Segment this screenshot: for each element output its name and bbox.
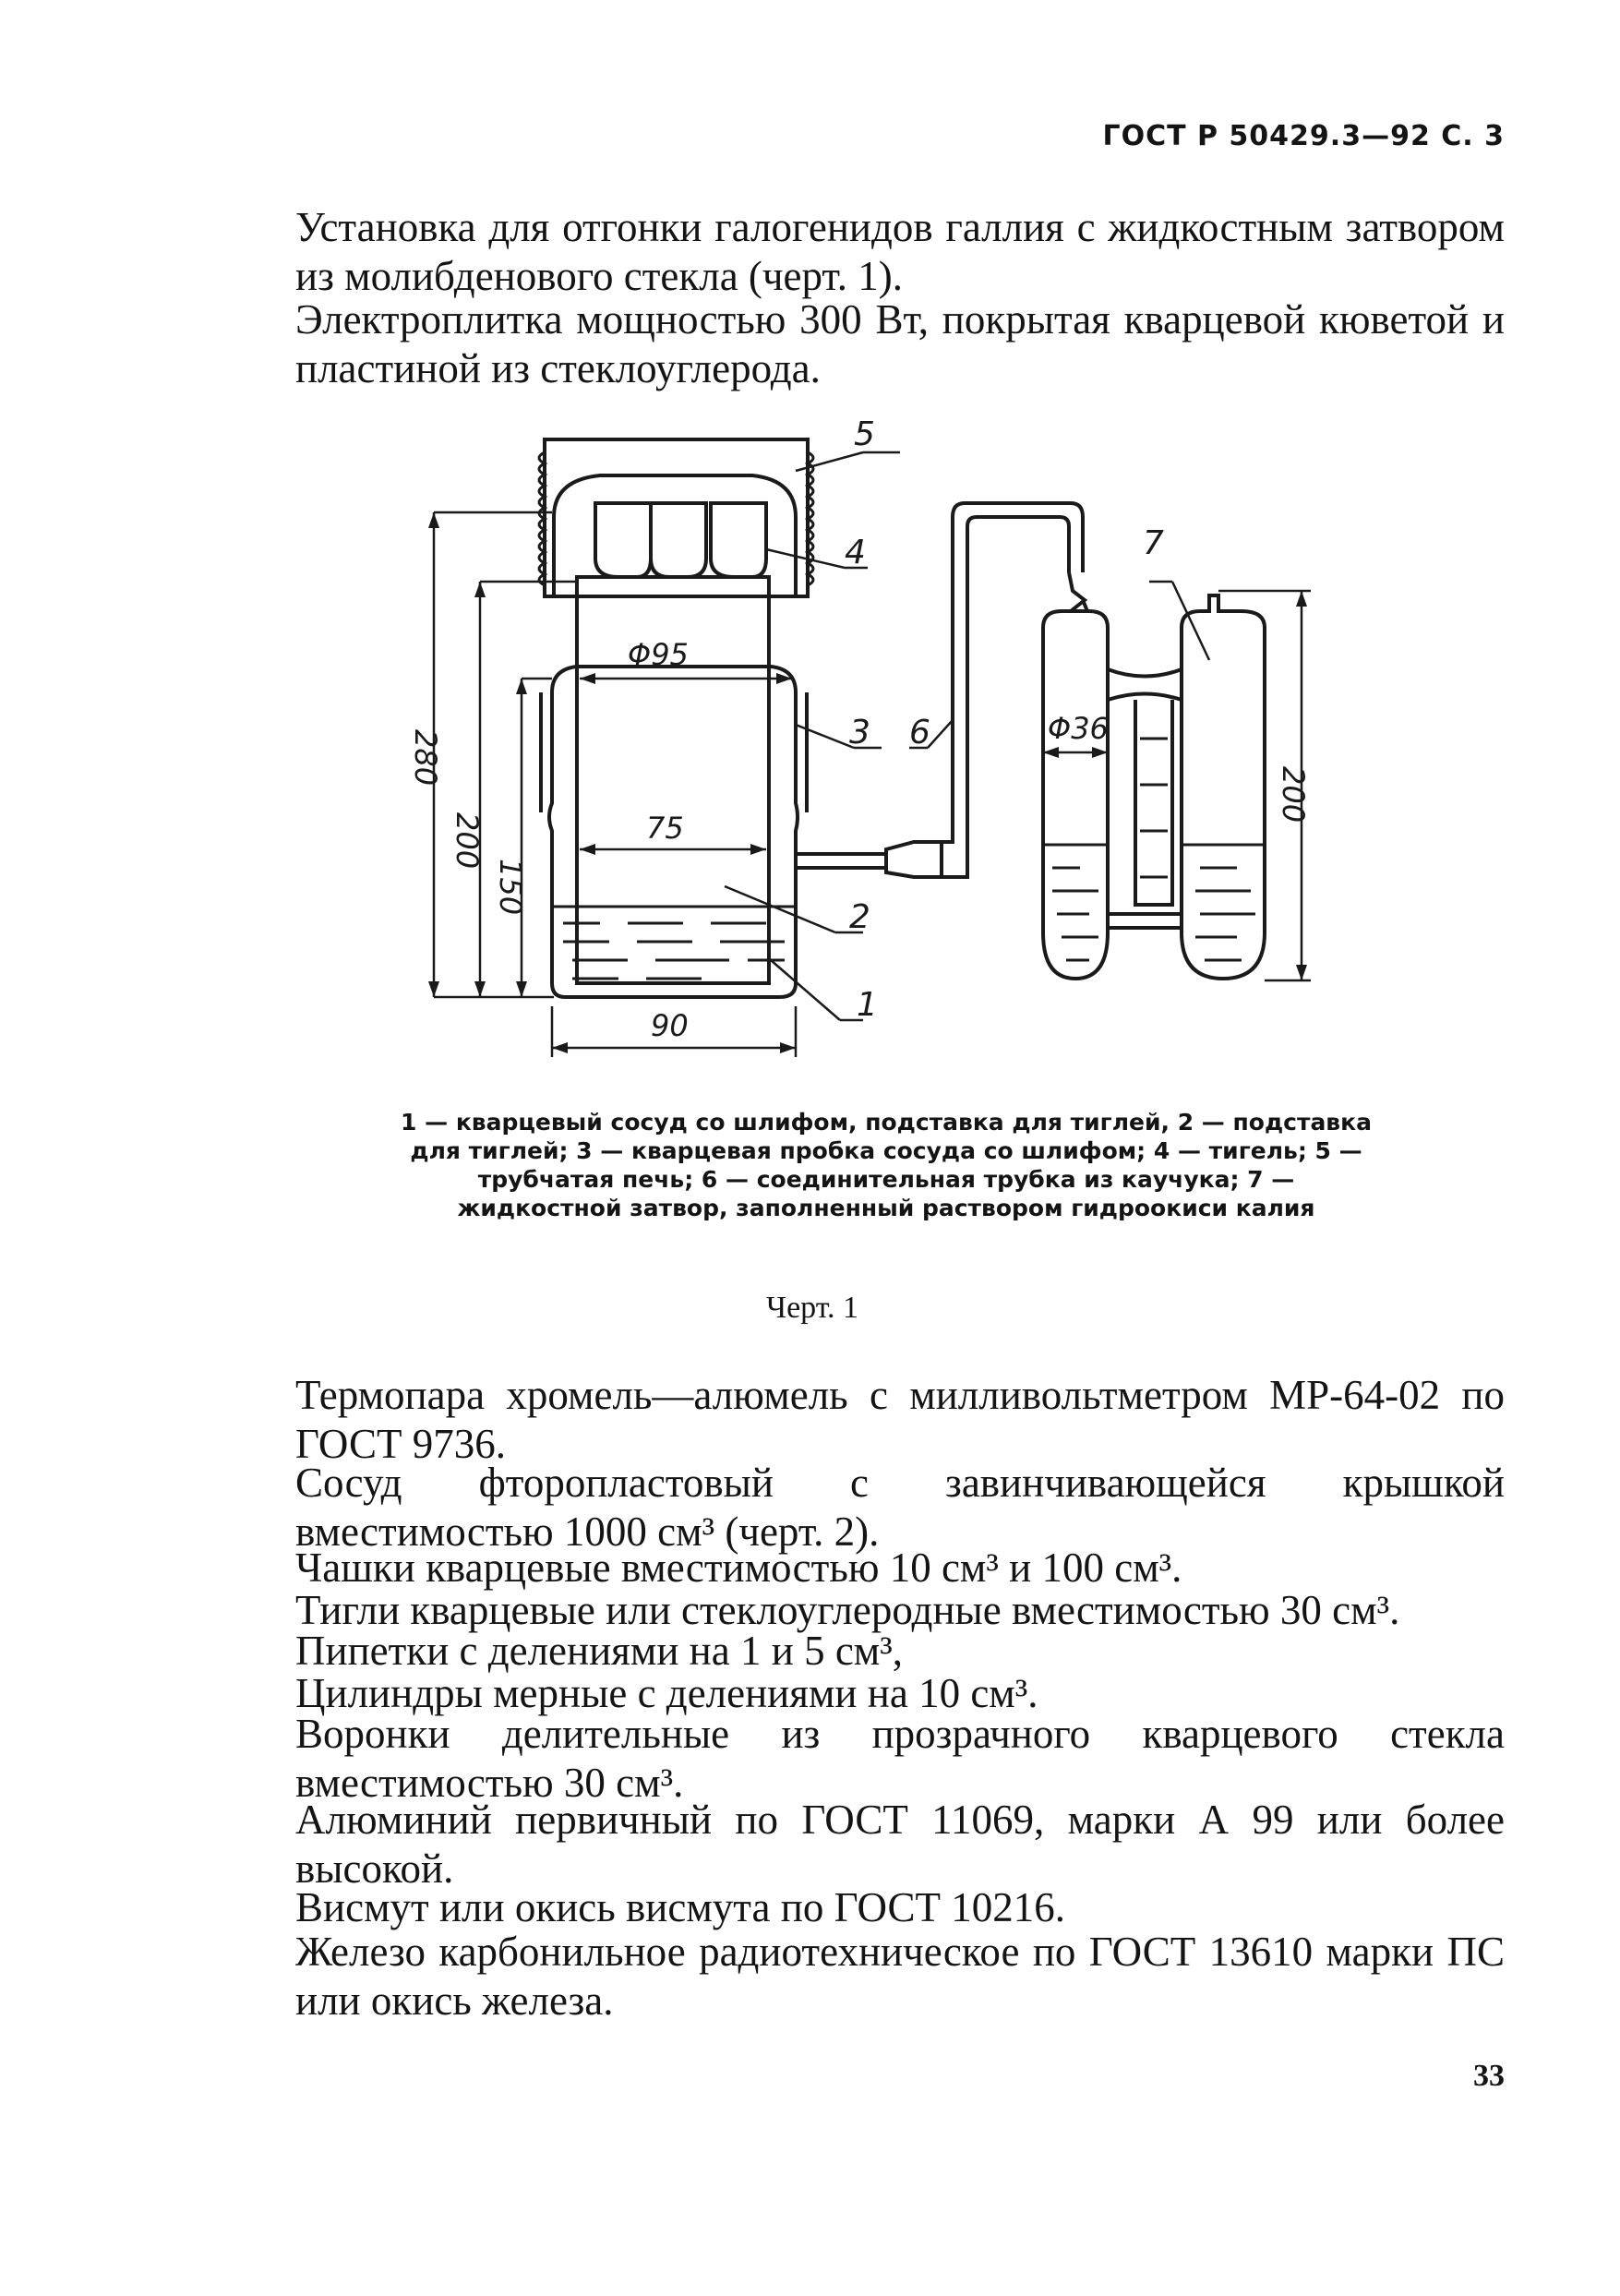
tube-furnace <box>545 439 808 596</box>
dim-phi95: Φ95 <box>628 637 689 672</box>
dim-75: 75 <box>646 811 684 846</box>
crucible-2 <box>651 503 706 577</box>
crucible-1 <box>595 503 651 577</box>
liquid-hatch <box>552 739 1265 979</box>
running-header: ГОСТ Р 50429.3—92 С. 3 <box>1102 120 1505 152</box>
paragraph-funnels: Воронки делительные из прозрачного кварцевого стекла вместимостью 30 см³. <box>295 1711 1505 1806</box>
callout-4: 4 <box>845 534 866 571</box>
rubber-connector <box>886 842 942 877</box>
figure-title: Черт. 1 <box>765 1291 859 1325</box>
paragraph-vessel: Сосуд фторопластовый с завинчивающейся крышкой вместимостью 1000 см³ (черт. 2). <box>295 1460 1505 1555</box>
liquid-seal-right <box>1182 595 1265 979</box>
dim-150: 150 <box>493 859 528 916</box>
dim-200-right: 200 <box>1276 766 1311 823</box>
paragraph-apparatus: Установка для отгонки галогенидов галлия с жидкостным затвором из молибденового стекла (черт. 1). <box>295 204 1505 299</box>
callout-6: 6 <box>909 714 930 751</box>
paragraph-aluminium: Алюминий первичный по ГОСТ 11069, марки А 99 или более высокой. <box>295 1797 1505 1892</box>
paragraph-bismuth: Висмут или окись висмута по ГОСТ 10216. <box>295 1884 1066 1930</box>
connecting-tube-inner <box>942 517 1069 877</box>
paragraph-thermocouple: Термопара хромель—алюмель с милливольтметром МР-64-02 по ГОСТ 9736. <box>295 1372 1505 1467</box>
paragraph-hotplate: Электроплитка мощностью 300 Вт, покрытая кварцевой кюветой и пластиной из стеклоуглерода. <box>295 296 1505 391</box>
callout-5: 5 <box>854 415 875 453</box>
paragraph-crucibles: Тигли кварцевые или стеклоуглеродные вместимостью 30 см³. <box>295 1587 1400 1633</box>
callout-7: 7 <box>1143 524 1164 562</box>
apparatus-figure <box>0 0 1620 1108</box>
dim-200-left: 200 <box>450 812 485 870</box>
paragraph-pipettes: Пипетки с делениями на 1 и 5 см³, <box>295 1628 904 1674</box>
dim-90: 90 <box>651 1008 689 1043</box>
liquid-seal-left <box>1043 611 1108 979</box>
connecting-tube-outer <box>942 503 1083 842</box>
dim-280: 280 <box>408 729 443 787</box>
callout-1: 1 <box>857 986 878 1024</box>
crucible-3 <box>711 503 766 577</box>
paragraph-cylinders: Цилиндры мерные с делениями на 10 см³. <box>295 1670 1038 1716</box>
page-number: 33 <box>1473 2059 1505 2093</box>
callout-2: 2 <box>849 898 870 936</box>
figure-caption: 1 — кварцевый сосуд со шлифом, подставка для тиглей, 2 — подставка для тиглей; 3 — кварцевая пробка сосуда со шлифом; 4 — тигель; 5 — трубчатая печь; 6 — соединительная трубка из каучука; 7 — жидкостной затвор, заполненный раствором гидроокиси калия <box>401 1109 1372 1221</box>
paragraph-dishes: Чашки кварцевые вместимостью 10 см³ и 100 см³. <box>295 1545 1182 1591</box>
callout-3: 3 <box>849 714 870 751</box>
paragraph-iron: Железо карбонильное радиотехническое по ГОСТ 13610 марки ПС или окись железа. <box>295 1929 1505 2024</box>
dim-phi36: Φ36 <box>1048 711 1109 746</box>
